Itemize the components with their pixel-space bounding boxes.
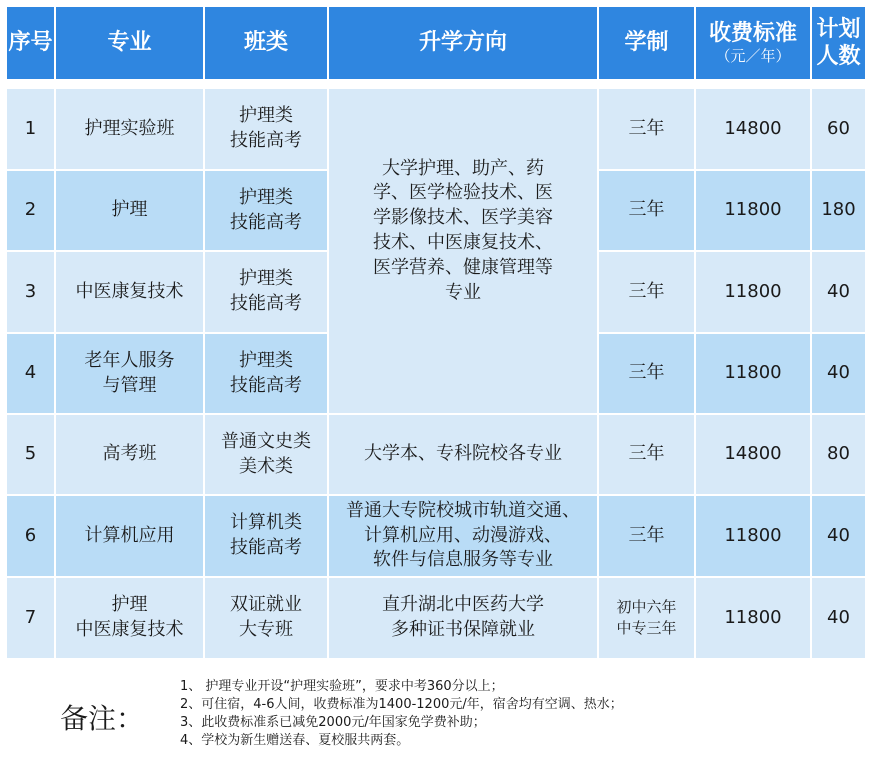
note-item: 1、 护理专业开设“护理实验班”，要求中考360分以上； [180,679,504,694]
header-fee [696,7,810,79]
header-major: 专业 [56,7,203,79]
header-fee-unit: （元／年） [715,47,791,66]
notes-section [0,664,874,767]
cell-plan: 180 [812,171,865,250]
cell-duration: 三年 [599,496,694,576]
cell-duration: 三年 [599,89,694,169]
cell-fee: 11800 [696,334,810,413]
cell-major: 高考班 [56,415,203,494]
cell-plan: 60 [812,89,865,169]
cell-direction: 普通大专院校城市轨道交通、 计算机应用、动漫游戏、 软件与信息服务等专业 [329,496,597,576]
cell-fee: 14800 [696,89,810,169]
cell-fee: 11800 [696,171,810,250]
cell-duration: 三年 [599,334,694,413]
cell-no: 4 [7,334,54,413]
cell-major: 老年人服务 与管理 [56,334,203,413]
note-item: 2、可住宿，4-6人间，收费标准为1400-1200元/年，宿舍均有空调、热水； [180,697,623,712]
header-direction: 升学方向 [329,7,597,79]
header-plan: 计划人数 [812,7,865,79]
cell-duration: 三年 [599,171,694,250]
cell-major: 护理实验班 [56,89,203,169]
cell-major: 护理 中医康复技术 [56,578,203,658]
header-class: 班类 [205,7,327,79]
cell-duration: 三年 [599,252,694,332]
cell-no: 3 [7,252,54,332]
header-gap [7,79,865,89]
cell-direction-merged: 大学护理、助产、药 学、医学检验技术、医 学影像技术、医学美容 技术、中医康复技术、 医学营养、健康管理等 专业 [329,89,597,413]
header-no: 序号 [7,7,54,79]
cell-major: 计算机应用 [56,496,203,576]
header-duration: 学制 [599,7,694,79]
cell-class: 护理类 技能高考 [205,252,327,332]
cell-class: 普通文史类 美术类 [205,415,327,494]
cell-no: 7 [7,578,54,658]
cell-fee: 11800 [696,578,810,658]
note-item: 3、此收费标准系已减免2000元/年国家免学费补助； [180,715,486,730]
notes-title: 备注： [60,702,145,735]
notes-list [180,678,623,750]
cell-class: 计算机类 技能高考 [205,496,327,576]
cell-duration: 三年 [599,415,694,494]
cell-fee: 14800 [696,415,810,494]
cell-major: 护理 [56,171,203,250]
cell-fee: 11800 [696,496,810,576]
cell-plan: 40 [812,496,865,576]
cell-class: 护理类 技能高考 [205,334,327,413]
cell-no: 5 [7,415,54,494]
note-item: 4、学校为新生赠送春、夏校服共两套。 [180,733,410,748]
cell-class: 护理类 技能高考 [205,171,327,250]
cell-no: 1 [7,89,54,169]
cell-no: 6 [7,496,54,576]
cell-class: 双证就业 大专班 [205,578,327,658]
cell-plan: 40 [812,334,865,413]
cell-class: 护理类 技能高考 [205,89,327,169]
cell-major: 中医康复技术 [56,252,203,332]
cell-direction: 大学本、专科院校各专业 [329,415,597,494]
header-fee-label: 收费标准 [708,20,797,46]
cell-duration: 初中六年 中专三年 [599,578,694,658]
cell-plan: 40 [812,578,865,658]
cell-fee: 11800 [696,252,810,332]
cell-plan: 40 [812,252,865,332]
cell-plan: 80 [812,415,865,494]
cell-no: 2 [7,171,54,250]
cell-direction: 直升湖北中医药大学 多种证书保障就业 [329,578,597,658]
